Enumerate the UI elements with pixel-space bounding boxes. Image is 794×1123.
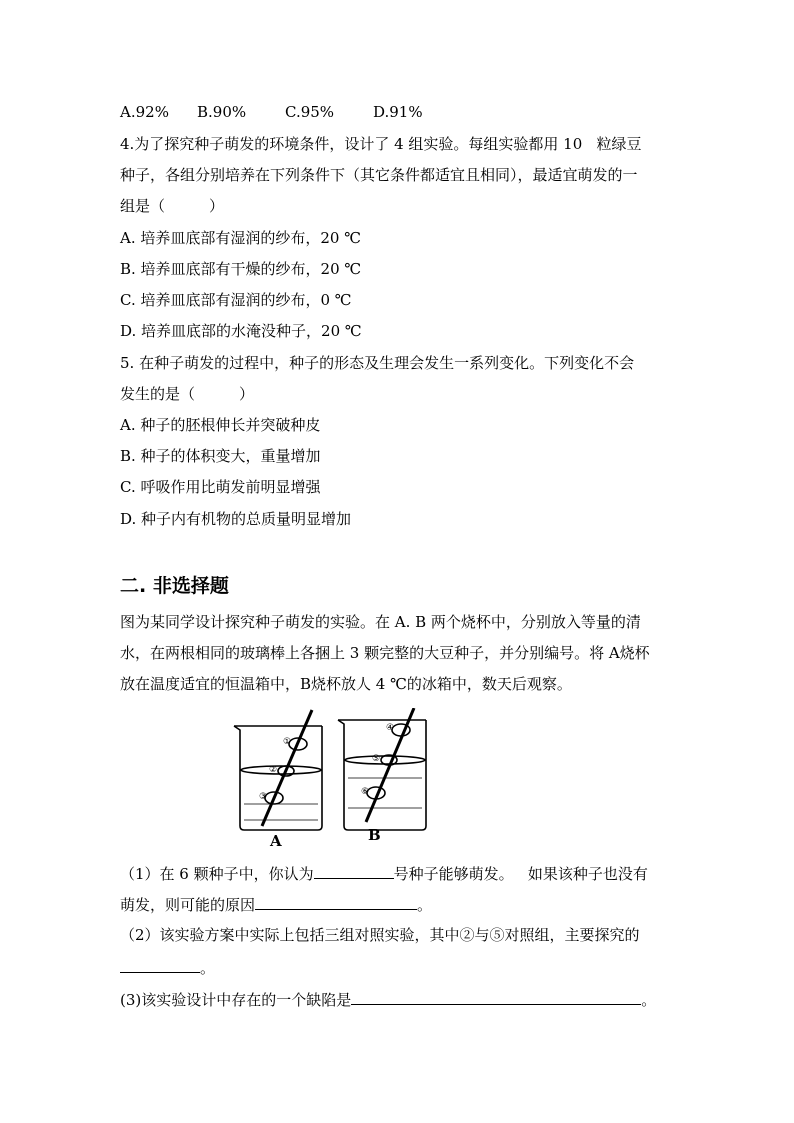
q1-reason-end: 。 bbox=[417, 896, 433, 914]
q5-option-a: A. 种子的胚根伸长并突破种皮 bbox=[120, 416, 321, 434]
q4-option-d: D. 培养皿底部的水淹没种子，20 ℃ bbox=[120, 322, 362, 340]
q1-line2 bbox=[120, 893, 432, 915]
seed-a-label-2: ② bbox=[269, 765, 278, 775]
q1-blank-reason[interactable] bbox=[255, 893, 417, 910]
q3-text: (3)该实验设计中存在的一个缺陷是 bbox=[120, 991, 352, 1009]
q1-blank-seed-number[interactable] bbox=[314, 862, 394, 879]
beaker-a-label: A bbox=[270, 832, 282, 848]
q1-text-post: 号种子能够萌发。 如果该种子也没有 bbox=[393, 865, 648, 883]
intro-line3: 放在温度适宜的恒温箱中，B烧杯放人 4 ℃的冰箱中，数天后观察。 bbox=[120, 675, 572, 693]
q5-option-b: B. 种子的体积变大，重量增加 bbox=[120, 447, 321, 465]
q2-line1: （2）该实验方案中实际上包括三组对照实验，其中②与⑤对照组，主要探究的 bbox=[120, 926, 640, 944]
seed-a-label-3: ③ bbox=[259, 792, 268, 802]
q3-option-c: C.95% bbox=[285, 103, 335, 121]
q4-stem-line3 bbox=[120, 196, 224, 216]
q4-stem-line2: 种子，各组分别培养在下列条件下（其它条件都适宜且相同），最适宜萌发的一 bbox=[120, 166, 638, 184]
q4-option-a: A. 培养皿底部有湿润的纱布，20 ℃ bbox=[120, 229, 362, 247]
beaker-a-outline bbox=[234, 726, 322, 830]
seed-b-label-3: ⑥ bbox=[361, 787, 370, 797]
seed-b-label-1: ④ bbox=[386, 723, 395, 733]
beaker-b-outline bbox=[338, 720, 426, 830]
beaker-illustration bbox=[226, 708, 456, 848]
q4-option-c: C. 培养皿底部有湿润的纱布，0 ℃ bbox=[120, 291, 352, 309]
q5-stem-line2 bbox=[120, 384, 254, 404]
q4-stem-text: 组是（ bbox=[120, 197, 166, 215]
seed-b-1 bbox=[392, 724, 410, 736]
seed-b-label-2: ⑤ bbox=[372, 754, 381, 764]
q3-option-a: A.92% bbox=[120, 103, 169, 121]
q3-blank[interactable] bbox=[351, 988, 641, 1005]
q1-reason-text: 萌发，则可能的原因 bbox=[120, 896, 256, 914]
section-heading: 二. 非选择题 bbox=[120, 575, 229, 597]
q5-stem-close: ） bbox=[239, 385, 255, 403]
intro-line1: 图为某同学设计探究种子萌发的实验。在 A. B 两个烧杯中，分别放入等量的清 bbox=[120, 613, 641, 631]
q5-option-d: D. 种子内有机物的总质量明显增加 bbox=[120, 510, 352, 528]
beaker-b-water bbox=[345, 756, 425, 764]
q4-stem-line1: 4.为了探究种子萌发的环境条件，设计了 4 组实验。每组实验都用 10 粒绿豆 bbox=[120, 135, 642, 153]
q2-end: 。 bbox=[200, 959, 216, 977]
q3-end: 。 bbox=[641, 991, 657, 1009]
q3-line bbox=[120, 988, 656, 1010]
q1-text-pre: （1）在 6 颗种子中，你认为 bbox=[120, 865, 314, 883]
intro-line2: 水，在两根相同的玻璃棒上各捆上 3 颗完整的大豆种子，并分别编号。将 A烧杯 bbox=[120, 644, 650, 662]
q4-stem-close: ） bbox=[209, 197, 225, 215]
q2-blank[interactable] bbox=[120, 956, 200, 973]
beaker-b-label: B bbox=[368, 826, 381, 844]
beaker-figure bbox=[226, 708, 456, 852]
q3-option-d: D.91% bbox=[373, 103, 423, 121]
q2-line2 bbox=[120, 956, 215, 978]
q1-line1 bbox=[120, 862, 648, 884]
q5-option-c: C. 呼吸作用比萌发前明显增强 bbox=[120, 478, 321, 496]
q3-option-b: B.90% bbox=[197, 103, 247, 121]
q5-stem-text: 发生的是（ bbox=[120, 385, 196, 403]
q4-option-b: B. 培养皿底部有干燥的纱布，20 ℃ bbox=[120, 260, 362, 278]
seed-a-label-1: ① bbox=[283, 737, 292, 747]
q5-stem-line1: 5. 在种子萌发的过程中，种子的形态及生理会发生一系列变化。下列变化不会 bbox=[120, 354, 635, 372]
